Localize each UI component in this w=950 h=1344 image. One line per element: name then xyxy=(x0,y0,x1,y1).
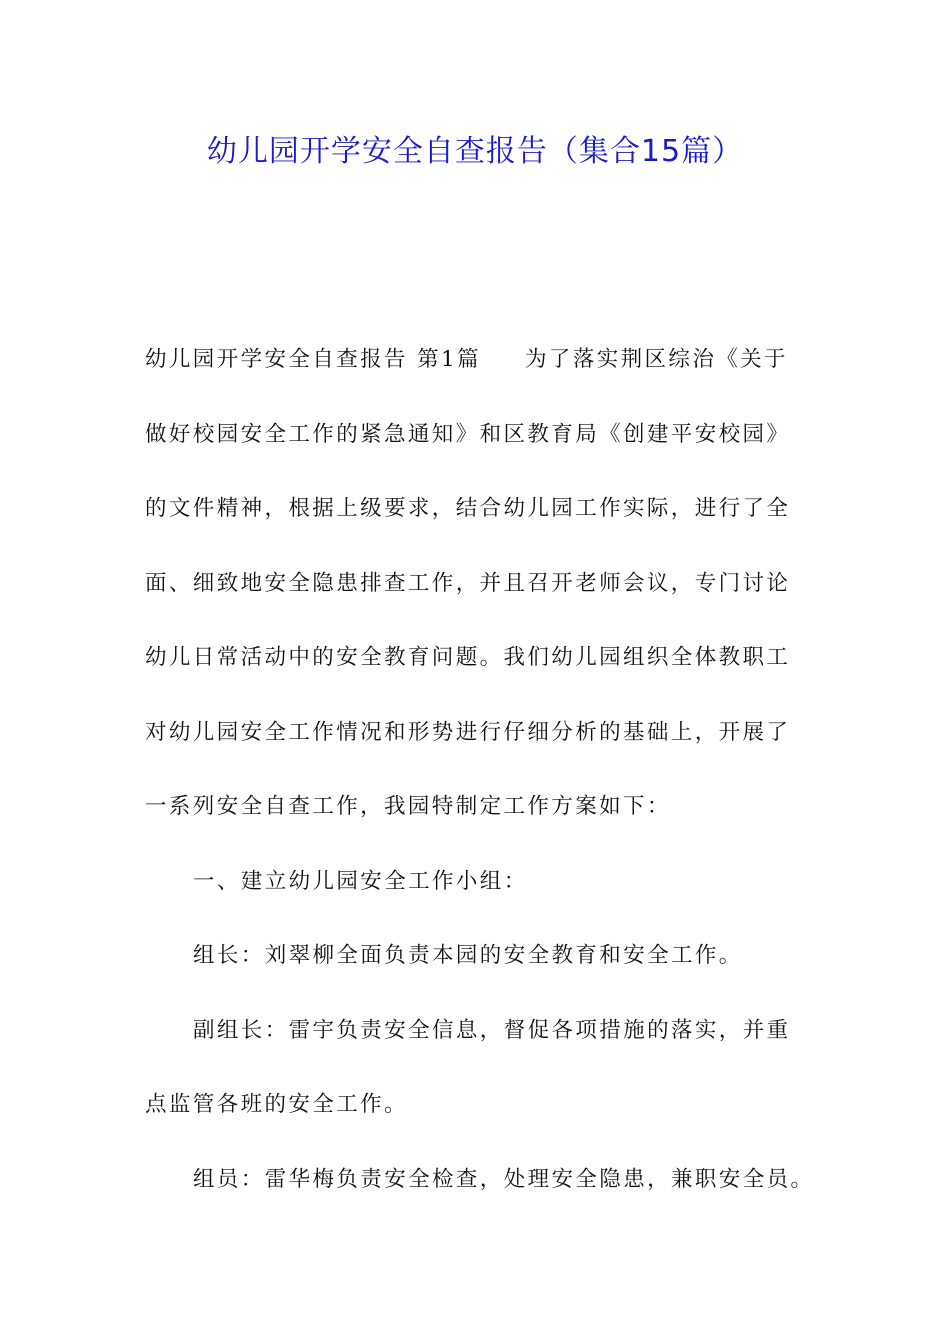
paragraph-line: 的文件精神，根据上级要求，结合幼儿园工作实际，进行了全 xyxy=(145,496,791,521)
paragraph-text: 为了落实荆区综治《关于 xyxy=(525,347,788,372)
paragraph-line: 做好校园安全工作的紧急通知》和区教育局《创建平安校园》 xyxy=(145,421,791,447)
paragraph-line xyxy=(145,340,810,415)
paragraph-line: 点监管各班的安全工作。 xyxy=(145,1092,408,1117)
document-title: 幼儿园开学安全自查报告（集合15篇） xyxy=(206,134,744,169)
list-heading: 一、建立幼儿园安全工作小组： xyxy=(193,868,528,894)
paragraph-line: 组长：刘翠柳全面负责本园的安全教育和安全工作。 xyxy=(193,943,743,968)
document-body xyxy=(145,340,815,1234)
paragraph-line: 组员：雷华梅负责安全检查，处理安全隐患，兼职安全员。 xyxy=(193,1166,815,1192)
section-heading: 幼儿园开学安全自查报告 第1篇 xyxy=(145,347,482,372)
paragraph-line: 副组长：雷宇负责安全信息，督促各项措施的落实，并重 xyxy=(193,1017,791,1043)
paragraph-line: 对幼儿园安全工作情况和形势进行仔细分析的基础上，开展了 xyxy=(145,719,791,745)
paragraph-line: 面、细致地安全隐患排查工作，并且召开老师会议，专门讨论 xyxy=(145,570,791,596)
paragraph-line: 一系列安全自查工作，我园特制定工作方案如下： xyxy=(145,794,671,819)
paragraph-line: 幼儿日常活动中的安全教育问题。我们幼儿园组织全体教职工 xyxy=(145,645,791,670)
